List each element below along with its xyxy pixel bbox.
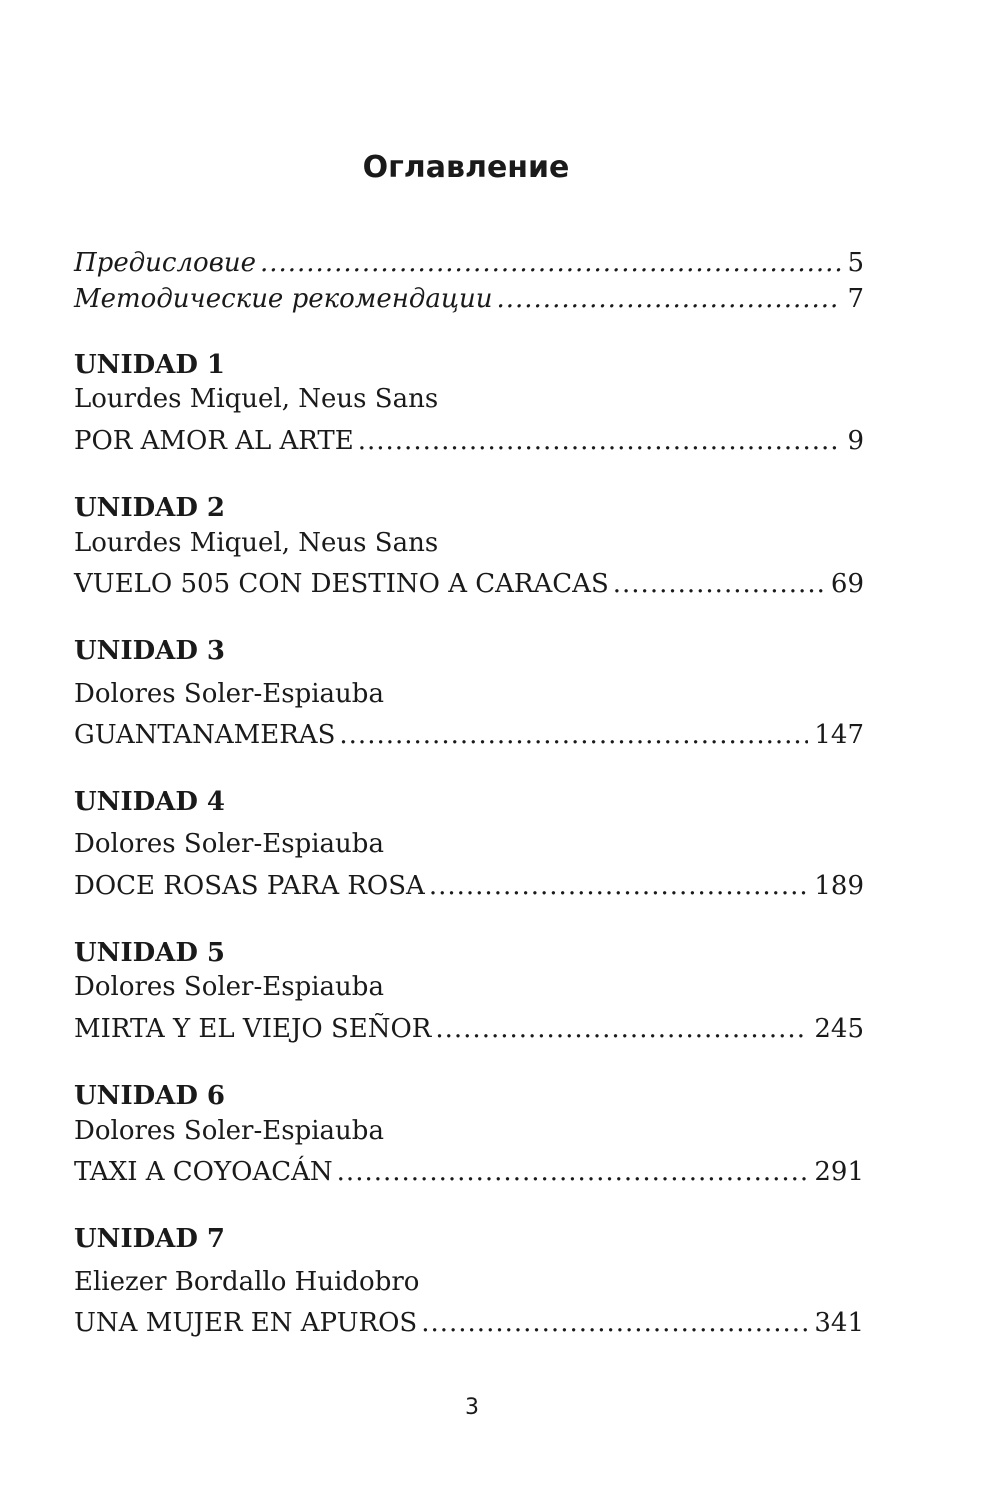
toc-entry-title: GUANTANAMERAS [74,720,336,750]
unit-heading: UNIDAD 6 [74,1081,226,1111]
unit-author: Lourdes Miquel, Neus Sans [74,528,439,558]
toc-entry-page: 291 [814,1157,864,1187]
unit-heading: UNIDAD 5 [74,938,226,968]
toc-entry-page: 69 [830,569,864,599]
toc-entry-title: DOCE ROSAS PARA ROSA [74,871,425,901]
toc-entry-title: TAXI A COYOACÁN [74,1157,333,1187]
dot-leader [429,869,809,903]
dot-leader [358,424,842,458]
unit-author: Lourdes Miquel, Neus Sans [74,384,439,414]
unit-author: Eliezer Bordallo Huidobro [74,1267,420,1297]
toc-entry-title: Методические рекомендации [74,284,493,314]
unit-heading: UNIDAD 3 [74,636,226,666]
toc-entry-page: 341 [814,1308,864,1338]
dot-leader [337,1155,809,1189]
toc-entry-page: 189 [814,871,864,901]
toc-entry-title: MIRTA Y EL VIEJO SEÑOR [74,1014,432,1044]
toc-entry-unit-7[interactable] [74,1306,864,1340]
page-title: Оглавление [362,150,570,185]
toc-entry-page: 147 [814,720,864,750]
unit-heading: UNIDAD 7 [74,1224,226,1254]
dot-leader [435,1012,808,1046]
page-number: 3 [465,1395,479,1420]
toc-entry-unit-2[interactable] [74,567,864,601]
dot-leader [421,1306,808,1340]
toc-entry-page: 5 [847,248,864,278]
dot-leader [613,567,825,601]
unit-heading: UNIDAD 1 [74,350,226,380]
dot-leader [496,282,841,316]
toc-entry-unit-4[interactable] [74,869,864,903]
toc-entry-page: 7 [847,284,864,314]
unit-author: Dolores Soler-Espiauba [74,679,384,709]
toc-entry-title: VUELO 505 CON DESTINO A CARACAS [74,569,609,599]
toc-entry-unit-1[interactable] [74,424,864,458]
dot-leader [260,246,841,280]
toc-entry-title: UNA MUJER EN APUROS [74,1308,418,1338]
toc-entry-unit-6[interactable] [74,1155,864,1189]
toc-entry-unit-5[interactable] [74,1012,864,1046]
toc-entry-title: Предисловие [74,248,256,278]
toc-entry-methodology[interactable] [74,282,864,316]
toc-entry-unit-3[interactable] [74,718,864,752]
toc-entry-title: POR AMOR AL ARTE [74,426,354,456]
unit-heading: UNIDAD 2 [74,493,226,523]
unit-heading: UNIDAD 4 [74,787,226,817]
unit-author: Dolores Soler-Espiauba [74,1116,384,1146]
toc-entry-page: 245 [814,1014,864,1044]
unit-author: Dolores Soler-Espiauba [74,972,384,1002]
toc-entry-preface[interactable] [74,246,864,280]
dot-leader [339,718,808,752]
toc-entry-page: 9 [847,426,864,456]
unit-author: Dolores Soler-Espiauba [74,829,384,859]
